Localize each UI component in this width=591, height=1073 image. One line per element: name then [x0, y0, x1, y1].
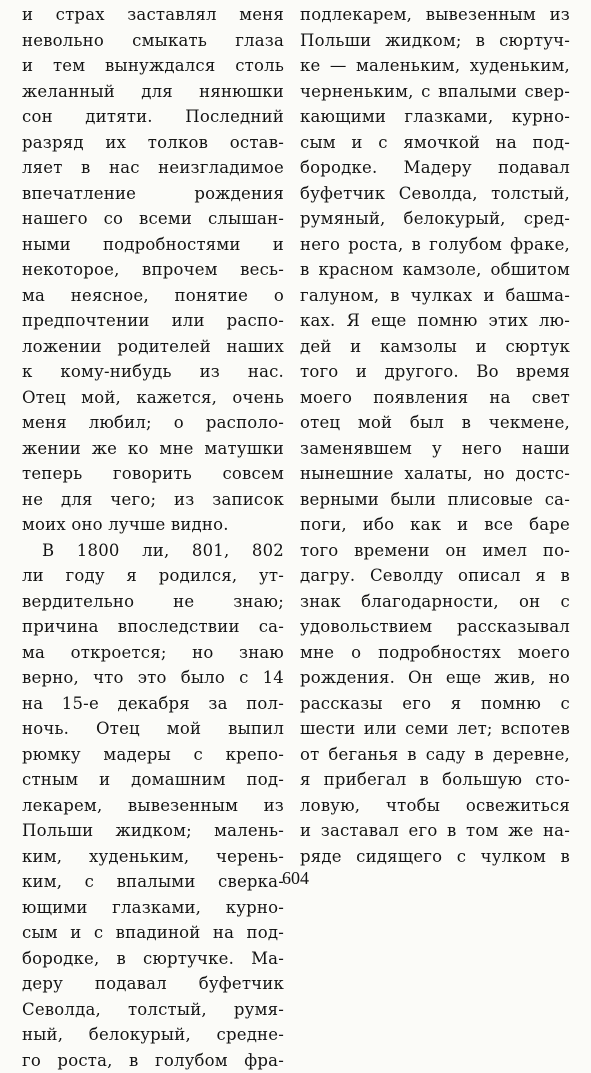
text-line: Севолда, толстый, румя-	[22, 997, 284, 1023]
text-line: рождения. Он еще жив, но	[300, 665, 570, 691]
left-column	[22, 2, 284, 1073]
text-line: ким, с впалыми сверка-	[22, 869, 284, 895]
text-line: заменявшем у него наши	[300, 436, 570, 462]
text-line: теперь говорить совсем	[22, 461, 284, 487]
text-line: лекарем, вывезенным из	[22, 793, 284, 819]
text-line: бородке, в сюртучке. Ма-	[22, 946, 284, 972]
text-line: верно, что это было с 14	[22, 665, 284, 691]
text-line: шести или семи лет; вспотев	[300, 716, 570, 742]
text-line: того и другого. Во время	[300, 359, 570, 385]
text-line: поги, ибо как и все баре	[300, 512, 570, 538]
text-line: галуном, в чулках и башма-	[300, 283, 570, 309]
text-line: ловую, чтобы освежиться	[300, 793, 570, 819]
text-line: го роста, в голубом фра-	[22, 1048, 284, 1073]
text-line: я прибегал в большую сто-	[300, 767, 570, 793]
text-line: того времени он имел по-	[300, 538, 570, 564]
text-line: и тем вынуждался столь	[22, 53, 284, 79]
text-line: некоторое, впрочем весь-	[22, 257, 284, 283]
text-line: ный, белокурый, среднe-	[22, 1022, 284, 1048]
text-line: В 1800 ли, 801, 802	[22, 538, 284, 564]
text-line: ляет в нас неизгладимое	[22, 155, 284, 181]
text-line: дагру. Севолду описал я в	[300, 563, 570, 589]
text-line: от беганья в саду в деревне,	[300, 742, 570, 768]
text-line: ющими глазками, курно-	[22, 895, 284, 921]
text-line: знак благодарности, он с	[300, 589, 570, 615]
text-line: Отец мой, кажется, очень	[22, 385, 284, 411]
text-line: вердительно не знаю;	[22, 589, 284, 615]
text-line: ночь. Отец мой выпил	[22, 716, 284, 742]
text-line: бородке. Мадеру подавал	[300, 155, 570, 181]
text-line: моего появления на свет	[300, 385, 570, 411]
text-line: ке — маленьким, худеньким,	[300, 53, 570, 79]
text-line: Польши жидком; малень-	[22, 818, 284, 844]
text-line: ках. Я еще помню этих лю-	[300, 308, 570, 334]
text-line: дей и камзолы и сюртук	[300, 334, 570, 360]
text-line: ма неясное, понятие о	[22, 283, 284, 309]
text-line: ким, худеньким, черень-	[22, 844, 284, 870]
text-line: сон дитяти. Последний	[22, 104, 284, 130]
text-line: Польши жидком; в сюртуч-	[300, 28, 570, 54]
text-line: и заставал его в том же на-	[300, 818, 570, 844]
text-line: моих оно лучше видно.	[22, 512, 284, 538]
text-line: рюмку мадеры с крепо-	[22, 742, 284, 768]
text-line: ряде сидящего с чулком в	[300, 844, 570, 870]
text-line: буфетчик Севолда, толстый,	[300, 181, 570, 207]
text-line: разряд их толков остав-	[22, 130, 284, 156]
text-line: удовольствием рассказывал	[300, 614, 570, 640]
text-line: мне о подробностях моего	[300, 640, 570, 666]
text-line: рассказы его я помню с	[300, 691, 570, 717]
text-line: причина впоследствии са-	[22, 614, 284, 640]
text-line: сым и с ямочкой на под-	[300, 130, 570, 156]
text-line: к кому-нибудь из нас.	[22, 359, 284, 385]
text-line: ложении родителей наших	[22, 334, 284, 360]
text-line: впечатление рождения	[22, 181, 284, 207]
right-column	[300, 2, 570, 869]
text-line: в красном камзоле, обшитом	[300, 257, 570, 283]
text-line: желанный для нянюшки	[22, 79, 284, 105]
text-line: ма откроется; но знаю	[22, 640, 284, 666]
text-line: невольно смыкать глаза	[22, 28, 284, 54]
text-line: нынешние халаты, но достс-	[300, 461, 570, 487]
text-line: нашего со всеми слышан-	[22, 206, 284, 232]
text-line: сым и с впадиной на под-	[22, 920, 284, 946]
text-line: на 15-е декабря за пол-	[22, 691, 284, 717]
text-line: и страх заставлял меня	[22, 2, 284, 28]
text-line: подлекарем, вывезенным из	[300, 2, 570, 28]
text-line: меня любил; о располо-	[22, 410, 284, 436]
text-line: румяный, белокурый, сред-	[300, 206, 570, 232]
text-line: ли году я родился, ут-	[22, 563, 284, 589]
text-line: не для чего; из записок	[22, 487, 284, 513]
text-line: стным и домашним под-	[22, 767, 284, 793]
text-line: него роста, в голубом фраке,	[300, 232, 570, 258]
page-number: 604	[0, 868, 591, 889]
text-line: деру подавал буфетчик	[22, 971, 284, 997]
text-line: верными были плисовые са-	[300, 487, 570, 513]
text-line: предпочтении или распо-	[22, 308, 284, 334]
text-line: ными подробностями и	[22, 232, 284, 258]
text-line: кающими глазками, курно-	[300, 104, 570, 130]
text-line: жении же ко мне матушки	[22, 436, 284, 462]
text-line: отец мой был в чекмене,	[300, 410, 570, 436]
text-line: черненьким, с впалыми свер-	[300, 79, 570, 105]
